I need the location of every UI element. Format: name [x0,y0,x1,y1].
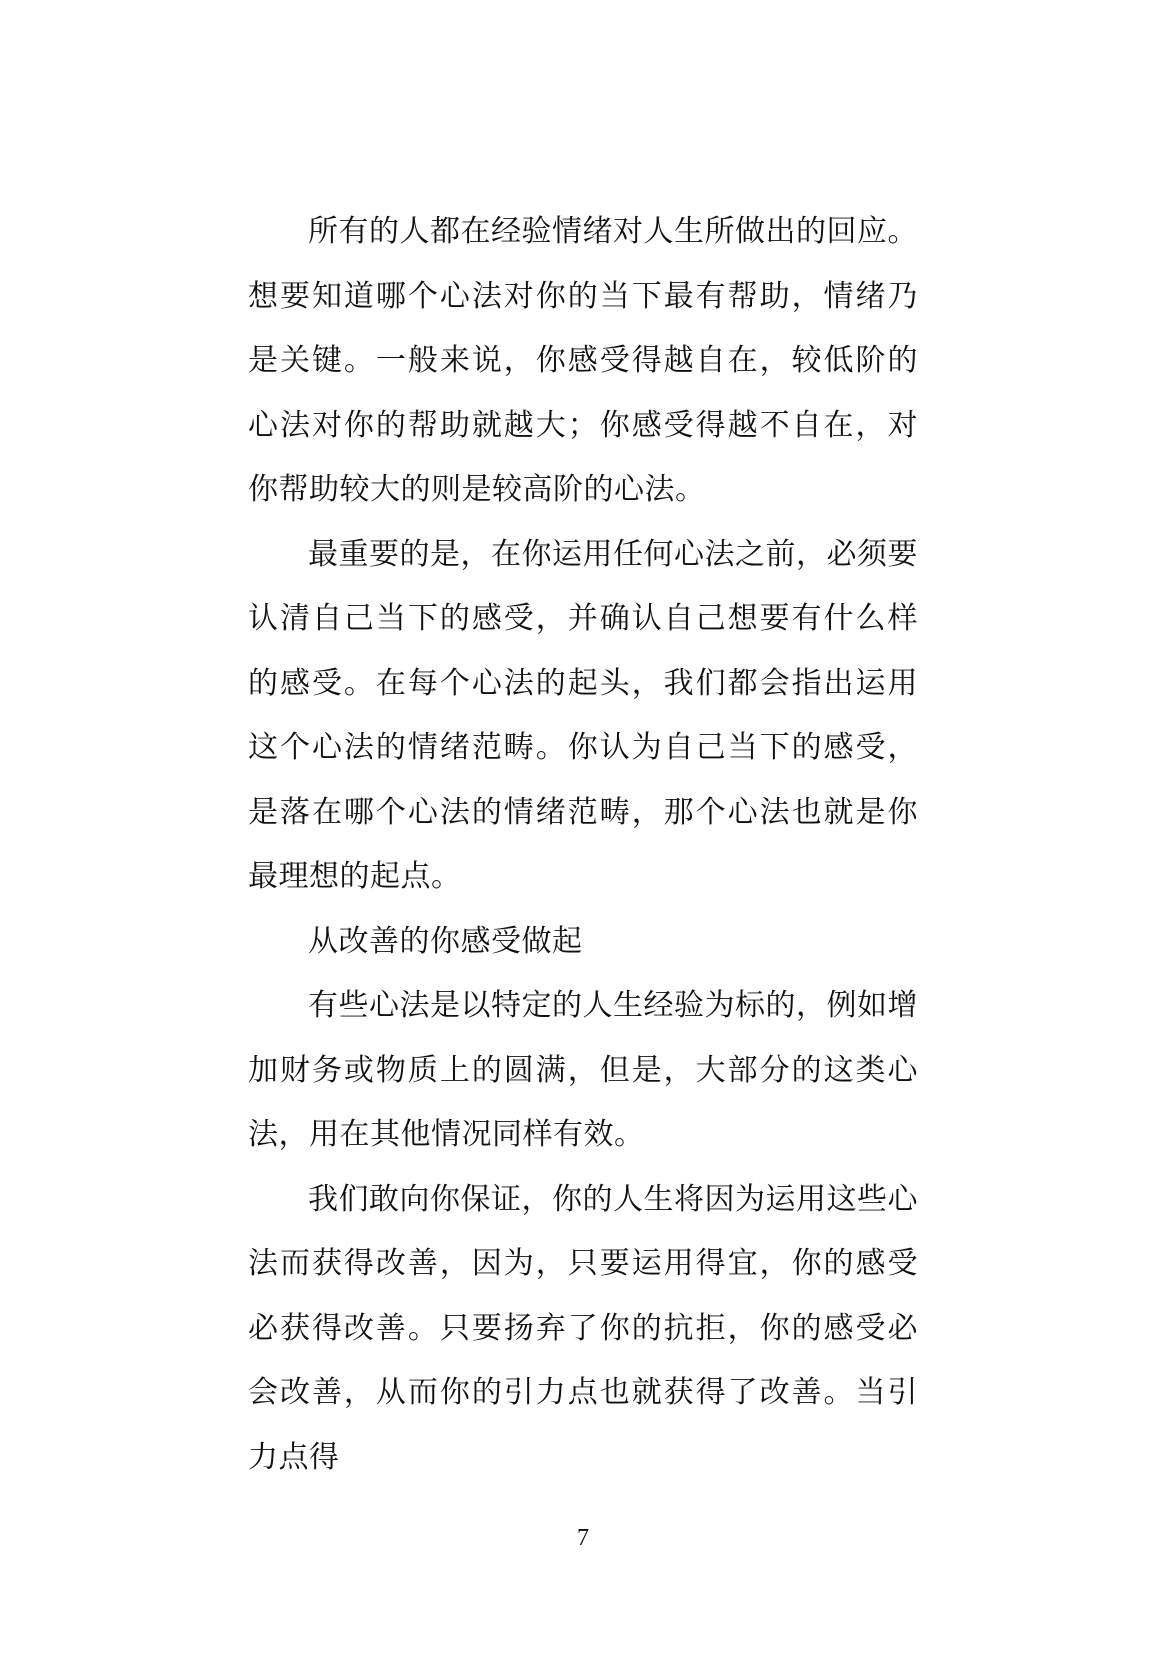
paragraph: 我们敢向你保证，你的人生将因为运用这些心法而获得改善，因为，只要运用得宜，你的感受必获得改善。只要扬弃了你的抗拒，你的感受必会改善，从而你的引力点也就获得了改善。当引力点得 [248,1181,918,1475]
paragraph: 最重要的是，在你运用任何心法之前，必须要认清自己当下的感受，并确认自己想要有什么样的感受。在每个心法的起头，我们都会指出运用这个心法的情绪范畴。你认为自己当下的感受，是落在哪个心法的情绪范畴，那个心法也就是你最理想的起点。 [248,536,918,894]
paragraph: 所有的人都在经验情绪对人生所做出的回应。想要知道哪个心法对你的当下最有帮助，情绪乃是关键。一般来说，你感受得越自在，较低阶的心法对你的帮助就越大；你感受得越不自在，对你帮助较大的则是较高阶的心法。 [248,214,918,507]
paragraph: 有些心法是以特定的人生经验为标的，例如增加财务或物质上的圆满，但是，大部分的这类心法，用在其他情况同样有效。 [248,988,918,1152]
body-text [248,200,918,1490]
section-heading: 从改善的你感受做起 [308,923,583,959]
page-number: 7 [577,1525,589,1551]
